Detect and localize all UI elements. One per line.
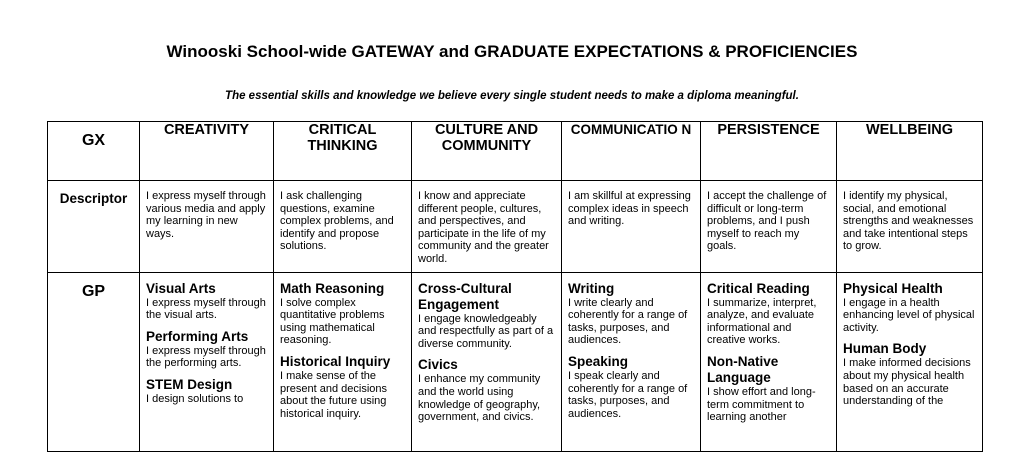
proficiency-title: STEM Design xyxy=(146,376,233,392)
proficiency-title: Visual Arts xyxy=(146,280,216,296)
gp-cell-wellbeing xyxy=(837,272,983,451)
descriptor-cell: I accept the challenge of difficult or long-term problems, and I push myself to reach my goals. xyxy=(701,181,837,273)
descriptor-row xyxy=(48,181,983,273)
descriptor-cell: I know and appreciate different people, cultures, and perspectives, and participate in the life of my community and the greater world. xyxy=(412,181,562,273)
column-header-persistence: PERSISTENCE xyxy=(701,122,837,181)
gp-cell-culture-community xyxy=(412,272,562,451)
proficiency-title: Non-Native Language xyxy=(707,353,779,385)
column-header-creativity: CREATIVITY xyxy=(140,122,274,181)
proficiency-title: Physical Health xyxy=(843,280,943,296)
proficiency-title: Critical Reading xyxy=(707,280,810,296)
descriptor-cell: I ask challenging questions, examine complex problems, and identify and propose solutions. xyxy=(274,181,412,273)
page-subtitle: The essential skills and knowledge we believe every single student needs to make a diploma meaningful. xyxy=(225,90,799,102)
gp-cell-persistence xyxy=(701,272,837,451)
proficiency-title: Speaking xyxy=(568,353,629,369)
proficiency-text: I show effort and long-term commitment to learning another xyxy=(707,385,816,424)
row-label-gp: GP xyxy=(48,272,140,451)
column-header-critical-thinking: CRITICAL THINKING xyxy=(274,122,412,181)
proficiency-title: Civics xyxy=(418,357,458,373)
gp-cell-communication xyxy=(562,272,701,451)
proficiency-text: I solve complex quantitative problems using mathematical reasoning. xyxy=(280,296,385,347)
gp-cell-creativity xyxy=(140,272,274,451)
proficiency-text: I summarize, interpret, analyze, and evaluate informational and creative works. xyxy=(707,296,817,347)
proficiency-title: Writing xyxy=(568,280,615,296)
proficiency-text: I make informed decisions about my physical health based on an accurate understanding of the xyxy=(843,357,971,408)
proficiency-text: I design solutions to xyxy=(146,392,244,405)
proficiency-text: I write clearly and coherently for a range of tasks, purposes, and audiences. xyxy=(568,296,688,347)
corner-label-gx: GX xyxy=(48,122,140,181)
proficiency-text: I express myself through the performing arts. xyxy=(146,344,266,370)
column-header-wellbeing: WELLBEING xyxy=(837,122,983,181)
column-header-communication: COMMUNICATIO N xyxy=(562,122,701,181)
descriptor-cell: I identify my physical, social, and emotional strengths and weaknesses and take intentional steps to grow. xyxy=(837,181,983,273)
proficiency-title: Human Body xyxy=(843,341,927,357)
expectations-table xyxy=(47,121,983,452)
proficiency-text: I engage in a health enhancing level of physical activity. xyxy=(843,296,975,334)
descriptor-cell: I am skillful at expressing complex ideas in speech and writing. xyxy=(562,181,701,273)
proficiency-text: I speak clearly and coherently for a range of tasks, purposes, and audiences. xyxy=(568,369,688,420)
proficiency-title: Performing Arts xyxy=(146,328,249,344)
proficiency-text: I express myself through the visual arts. xyxy=(146,296,266,322)
gp-row xyxy=(48,272,983,451)
proficiency-title: Historical Inquiry xyxy=(280,353,391,369)
page-title: Winooski School-wide GATEWAY and GRADUATE EXPECTATIONS & PROFICIENCIES xyxy=(166,42,858,61)
gp-cell-critical-thinking xyxy=(274,272,412,451)
column-header-row xyxy=(48,122,983,181)
column-header-culture-community: CULTURE AND COMMUNITY xyxy=(412,122,562,181)
row-label-descriptor: Descriptor xyxy=(48,181,140,273)
proficiency-text: I enhance my community and the world using knowledge of geography, government, and civics. xyxy=(418,373,541,424)
proficiency-title: Cross-Cultural Engagement xyxy=(418,280,512,312)
proficiency-text: I make sense of the present and decisions about the future using historical inquiry. xyxy=(280,369,388,420)
proficiency-title: Math Reasoning xyxy=(280,280,385,296)
proficiency-text: I engage knowledgeably and respectfully as part of a diverse community. xyxy=(418,312,554,350)
descriptor-cell: I express myself through various media and apply my learning in new ways. xyxy=(140,181,274,273)
